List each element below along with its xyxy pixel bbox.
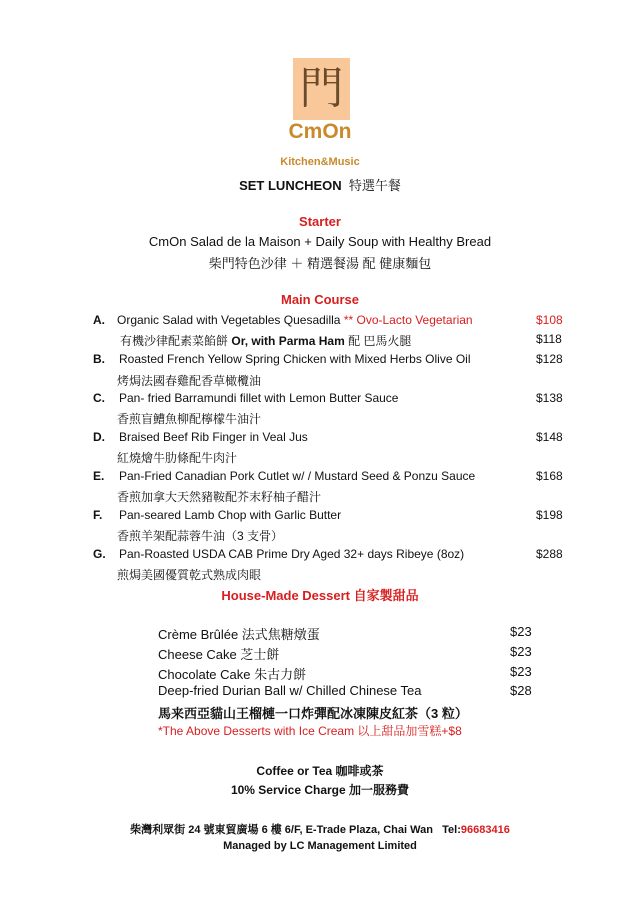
menu-item-c <box>0 391 640 409</box>
menu-item-d <box>0 430 640 448</box>
menu-item-g <box>0 547 640 565</box>
menu-item-a <box>0 313 640 331</box>
service-charge: 10% Service Charge 加一服務費 <box>230 783 410 797</box>
dessert-price: $23 <box>510 664 532 679</box>
menu-item-e <box>0 469 640 487</box>
item-name-en: Pan-seared Lamb Chop with Garlic Butter <box>119 508 342 522</box>
item-price: $148 <box>536 430 563 444</box>
title-cn: 特選午餐 <box>348 178 401 193</box>
item-price: $168 <box>536 469 563 483</box>
parma-ham-option: Or, with Parma Ham <box>231 334 345 348</box>
item-name-en: Organic Salad with Vegetables Quesadilla <box>117 313 341 327</box>
dessert-name: Cheese Cake 芝士餅 <box>158 647 280 662</box>
dessert-price: $28 <box>510 683 532 698</box>
item-letter: G. <box>93 547 106 561</box>
menu-item-b <box>0 352 640 370</box>
item-letter: E. <box>93 469 105 483</box>
page-title <box>0 175 640 194</box>
item-name-en: Braised Beef Rib Finger in Veal Jus <box>119 430 308 444</box>
title-en: SET LUNCHEON <box>239 178 342 193</box>
item-letter: F. <box>93 508 103 522</box>
item-name-cn: 香煎盲鰽魚柳配檸檬牛油汁 <box>117 412 262 426</box>
dessert-heading: House-Made Dessert 自家製甜品 <box>221 588 419 603</box>
item-letter: A. <box>93 313 105 327</box>
ice-cream-note: *The Above Desserts with Ice Cream 以上甜品加雪糕+$8 <box>158 724 462 738</box>
menu-item-a-option <box>0 332 640 350</box>
item-price-option: $118 <box>536 332 562 346</box>
coffee-or-tea: Coffee or Tea 咖啡或茶 <box>256 764 384 778</box>
item-price: $138 <box>536 391 563 405</box>
item-price: $198 <box>536 508 563 522</box>
item-name-cn: 烤焗法國春雞配香草橄欖油 <box>117 374 262 388</box>
item-price: $128 <box>536 352 563 366</box>
dessert-name: Deep-fried Durian Ball w/ Chilled Chinese Tea <box>158 683 422 698</box>
item-name-cn: 紅燒燴牛肋條配牛肉汁 <box>117 451 238 465</box>
item-name <box>117 313 473 327</box>
item-name-cn: 香煎羊架配蒜蓉牛油（3 支骨） <box>117 529 284 543</box>
logo-glyph: 門 <box>299 63 344 114</box>
item-name-cn: 香煎加拿大天然豬鞍配芥末籽柚子醋汁 <box>117 490 322 504</box>
starter-en: CmOn Salad de la Maison + Daily Soup with Healthy Bread <box>148 234 492 249</box>
item-price: $108 <box>536 313 563 327</box>
item-name-en: Roasted French Yellow Spring Chicken with Mixed Herbs Olive Oil <box>119 352 471 366</box>
dessert-name: Crème Brûlée 法式焦糖燉蛋 <box>158 627 320 642</box>
vegetarian-note: ** Ovo-Lacto Vegetarian <box>343 313 473 327</box>
menu-item-f <box>0 508 640 526</box>
logo <box>293 58 350 120</box>
item-cn-prefix: 有機沙律配素菜餡餅 <box>120 334 229 348</box>
main-course-heading: Main Course <box>280 292 359 307</box>
item-price: $288 <box>536 547 563 561</box>
address: 柴灣利眾街 24 號東貿廣場 6 樓 6/F, E-Trade Plaza, Chai Wan <box>130 824 433 836</box>
tel-number: 96683416 <box>460 824 510 836</box>
starter-cn: 柴門特色沙律 ＋ 精選餐湯 配 健康麵包 <box>208 256 432 271</box>
dessert-price: $23 <box>510 644 532 659</box>
tel-label: Tel: <box>442 824 461 836</box>
item-letter: D. <box>93 430 105 444</box>
item-name-cn <box>120 332 411 349</box>
starter-heading: Starter <box>299 214 341 229</box>
item-name-en: Pan-Fried Canadian Pork Cutlet w/ / Mustard Seed & Ponzu Sauce <box>119 469 476 483</box>
item-name-en: Pan-Roasted USDA CAB Prime Dry Aged 32+ days Ribeye (8oz) <box>119 547 465 561</box>
item-letter: C. <box>93 391 105 405</box>
dessert-name: Chocolate Cake 朱古力餅 <box>158 667 307 682</box>
logo-brand: CmOn <box>288 120 352 143</box>
item-name-en: Pan- fried Barramundi fillet with Lemon Butter Sauce <box>119 391 399 405</box>
address-line <box>0 821 640 837</box>
dessert-price: $23 <box>510 624 532 639</box>
item-letter: B. <box>93 352 105 366</box>
item-name-cn: 煎焗美國優質乾式熟成肉眼 <box>117 568 262 582</box>
managed-by: Managed by LC Management Limited <box>223 840 417 852</box>
item-cn-suffix: 配 巴馬火腿 <box>348 334 412 348</box>
durian-description-cn: 馬来西亞貓山王榴槤一口炸彈配冰凍陳皮紅茶（3 粒） <box>158 706 468 721</box>
logo-tagline: Kitchen&Music <box>280 156 360 168</box>
